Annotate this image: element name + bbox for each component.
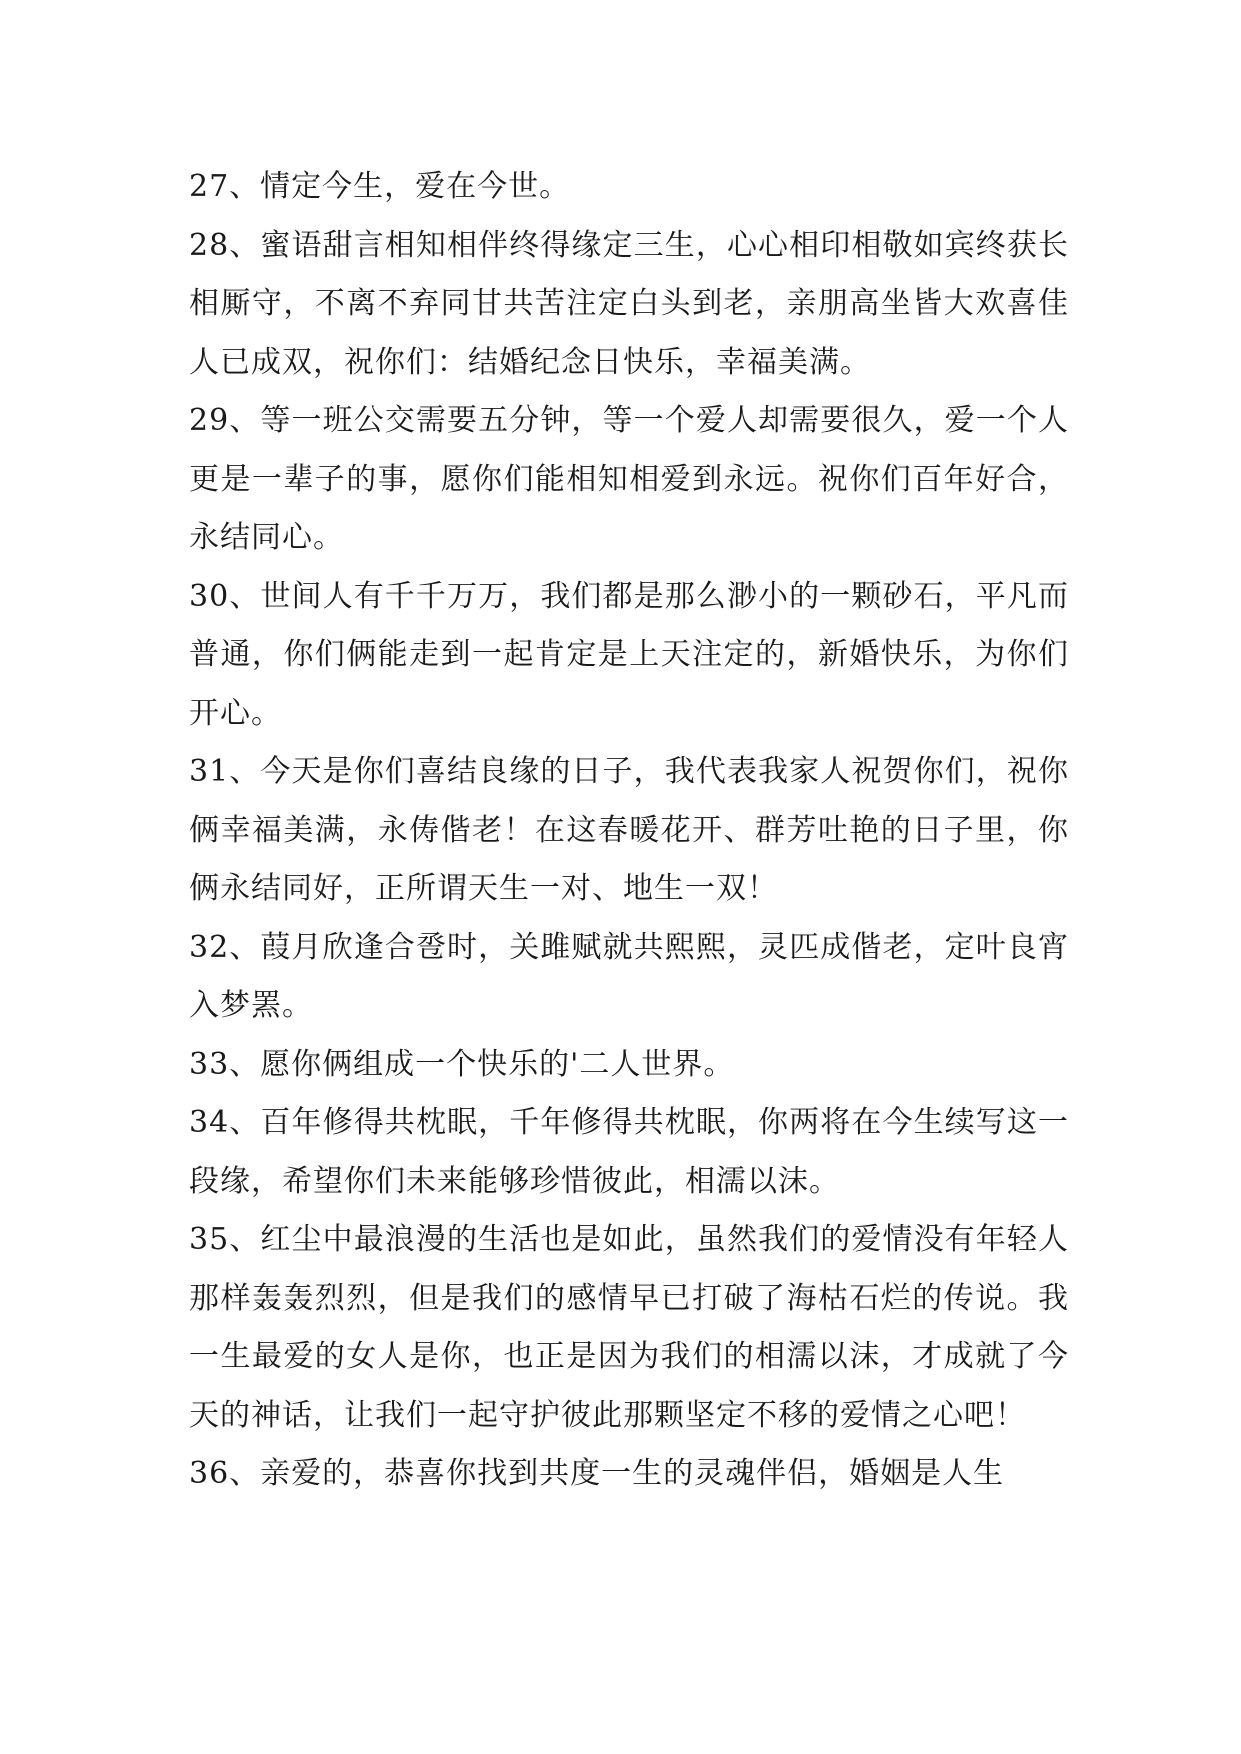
paragraph-28: 28、蜜语甜言相知相伴终得缘定三生，心心相印相敬如宾终获长相厮守，不离不弃同甘共苦注定白头到老，亲朋高坐皆大欢喜佳人已成双，祝你们：结婚纪念日快乐，幸福美满。	[189, 227, 1069, 380]
document-body	[189, 158, 1069, 1504]
paragraph-30: 30、世间人有千千万万，我们都是那么渺小的一颗砂石，平凡而普通，你们俩能走到一起肯定是上天注定的，新婚快乐，为你们开心。	[189, 578, 1069, 731]
paragraph-36: 36、亲爱的，恭喜你找到共度一生的灵魂伴侣，婚姻是人生	[189, 1456, 1005, 1491]
paragraph-29: 29、等一班公交需要五分钟，等一个爱人却需要很久，爱一个人更是一辈子的事，愿你们能相知相爱到永远。祝你们百年好合，永结同心。	[189, 403, 1069, 555]
paragraph-34: 34、百年修得共枕眠，千年修得共枕眠，你两将在今生续写这一段缘，希望你们未来能够珍惜彼此，相濡以沫。	[189, 1105, 1069, 1199]
paragraph-32: 32、葭月欣逢合卺时，关雎赋就共熙熙，灵匹成偕老，定叶良宵入梦罴。	[189, 929, 1069, 1023]
paragraph-27: 27、情定今生，爱在今世。	[189, 169, 571, 204]
paragraph-31: 31、今天是你们喜结良缘的日子，我代表我家人祝贺你们，祝你俩幸福美满，永俦偕老！在这春暖花开、群芳吐艳的日子里，你俩永结同好，正所谓天生一对、地生一双！	[189, 754, 1069, 906]
paragraph-35: 35、红尘中最浪漫的生活也是如此，虽然我们的爱情没有年轻人那样轰轰烈烈，但是我们的感情早已打破了海枯石烂的传说。我一生最爱的女人是你，也正是因为我们的相濡以沫，才成就了今天的神话，让我们一起守护彼此那颗坚定不移的爱情之心吧！	[189, 1222, 1069, 1433]
paragraph-33: 33、愿你俩组成一个快乐的'二人世界。	[189, 1046, 735, 1082]
